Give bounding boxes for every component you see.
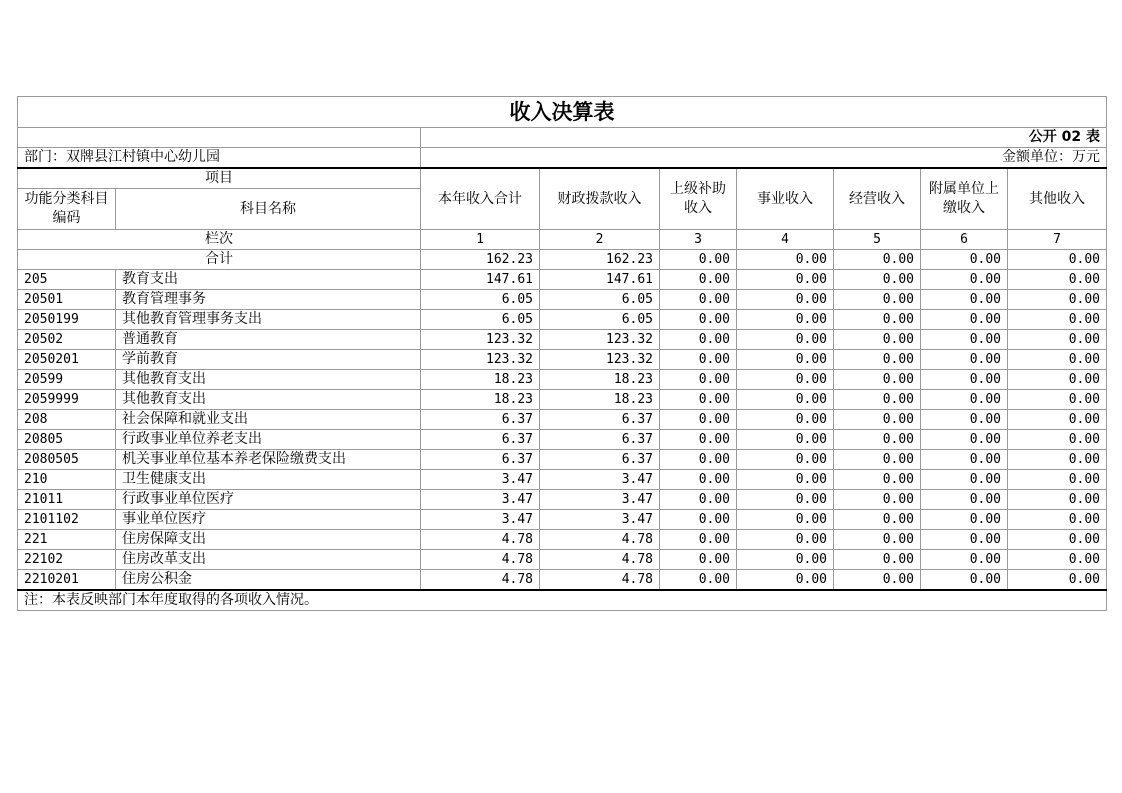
row-value: 3.47 bbox=[540, 470, 660, 490]
row-value: 147.61 bbox=[540, 270, 660, 290]
row-value: 0.00 bbox=[834, 370, 921, 390]
row-value: 0.00 bbox=[737, 330, 834, 350]
row-value: 0.00 bbox=[1008, 430, 1107, 450]
row-value: 0.00 bbox=[660, 430, 737, 450]
report-code-row bbox=[18, 128, 1107, 148]
header-item: 项目 bbox=[18, 168, 421, 189]
total-value: 0.00 bbox=[921, 250, 1008, 270]
department-label: 部门：双牌县江村镇中心幼儿园 bbox=[18, 148, 421, 169]
total-value: 162.23 bbox=[540, 250, 660, 270]
row-value: 0.00 bbox=[921, 450, 1008, 470]
column-num: 7 bbox=[1008, 230, 1107, 250]
row-code: 21011 bbox=[18, 490, 116, 510]
row-value: 0.00 bbox=[921, 290, 1008, 310]
total-value: 162.23 bbox=[421, 250, 540, 270]
row-value: 123.32 bbox=[421, 350, 540, 370]
page-title: 收入决算表 bbox=[18, 97, 1107, 128]
meta-row bbox=[18, 148, 1107, 169]
header-other: 其他收入 bbox=[1008, 168, 1107, 230]
row-code: 2210201 bbox=[18, 570, 116, 591]
row-code: 2101102 bbox=[18, 510, 116, 530]
row-value: 0.00 bbox=[737, 490, 834, 510]
row-value: 0.00 bbox=[737, 530, 834, 550]
row-subject-name: 住房改革支出 bbox=[116, 550, 421, 570]
row-subject-name: 机关事业单位基本养老保险缴费支出 bbox=[116, 450, 421, 470]
row-value: 0.00 bbox=[921, 530, 1008, 550]
row-value: 0.00 bbox=[660, 410, 737, 430]
total-value: 0.00 bbox=[1008, 250, 1107, 270]
row-subject-name: 卫生健康支出 bbox=[116, 470, 421, 490]
row-value: 0.00 bbox=[660, 450, 737, 470]
column-num: 2 bbox=[540, 230, 660, 250]
row-code: 205 bbox=[18, 270, 116, 290]
row-value: 0.00 bbox=[834, 410, 921, 430]
row-subject-name: 住房公积金 bbox=[116, 570, 421, 591]
row-value: 0.00 bbox=[834, 470, 921, 490]
row-value: 3.47 bbox=[421, 510, 540, 530]
row-value: 0.00 bbox=[737, 410, 834, 430]
row-value: 0.00 bbox=[660, 370, 737, 390]
row-value: 0.00 bbox=[737, 310, 834, 330]
row-value: 123.32 bbox=[540, 330, 660, 350]
row-subject-name: 学前教育 bbox=[116, 350, 421, 370]
row-value: 0.00 bbox=[834, 510, 921, 530]
header-fiscal: 财政拨款收入 bbox=[540, 168, 660, 230]
header-func-code: 功能分类科目编码 bbox=[18, 189, 116, 230]
row-value: 0.00 bbox=[1008, 570, 1107, 591]
row-value: 6.05 bbox=[421, 310, 540, 330]
table-row bbox=[18, 510, 1107, 530]
row-value: 0.00 bbox=[660, 270, 737, 290]
row-subject-name: 其他教育支出 bbox=[116, 390, 421, 410]
row-value: 6.37 bbox=[540, 450, 660, 470]
row-value: 0.00 bbox=[737, 390, 834, 410]
row-value: 0.00 bbox=[737, 350, 834, 370]
row-value: 0.00 bbox=[1008, 510, 1107, 530]
row-value: 0.00 bbox=[834, 270, 921, 290]
row-value: 4.78 bbox=[421, 550, 540, 570]
row-value: 0.00 bbox=[660, 390, 737, 410]
row-value: 0.00 bbox=[1008, 350, 1107, 370]
row-code: 22102 bbox=[18, 550, 116, 570]
header-superior-subsidy: 上级补助收入 bbox=[660, 168, 737, 230]
title-row bbox=[18, 97, 1107, 128]
row-value: 0.00 bbox=[660, 330, 737, 350]
table-row bbox=[18, 430, 1107, 450]
column-num: 5 bbox=[834, 230, 921, 250]
row-value: 0.00 bbox=[660, 290, 737, 310]
row-value: 0.00 bbox=[1008, 470, 1107, 490]
row-value: 0.00 bbox=[921, 570, 1008, 591]
row-value: 3.47 bbox=[421, 490, 540, 510]
row-subject-name: 行政事业单位医疗 bbox=[116, 490, 421, 510]
row-code: 2050199 bbox=[18, 310, 116, 330]
row-value: 0.00 bbox=[921, 430, 1008, 450]
table-row bbox=[18, 490, 1107, 510]
row-code: 210 bbox=[18, 470, 116, 490]
row-value: 0.00 bbox=[1008, 490, 1107, 510]
row-code: 2050201 bbox=[18, 350, 116, 370]
row-subject-name: 其他教育支出 bbox=[116, 370, 421, 390]
row-value: 6.05 bbox=[540, 290, 660, 310]
row-value: 4.78 bbox=[540, 550, 660, 570]
row-value: 3.47 bbox=[540, 510, 660, 530]
row-code: 20805 bbox=[18, 430, 116, 450]
row-value: 0.00 bbox=[834, 430, 921, 450]
unit-label: 金额单位：万元 bbox=[421, 148, 1107, 169]
table-row bbox=[18, 330, 1107, 350]
row-value: 6.05 bbox=[421, 290, 540, 310]
row-value: 0.00 bbox=[921, 310, 1008, 330]
row-value: 6.37 bbox=[540, 430, 660, 450]
column-row-label: 栏次 bbox=[18, 230, 421, 250]
row-value: 6.37 bbox=[421, 450, 540, 470]
table-row bbox=[18, 290, 1107, 310]
header-operating: 经营收入 bbox=[834, 168, 921, 230]
row-value: 0.00 bbox=[1008, 390, 1107, 410]
row-value: 0.00 bbox=[1008, 290, 1107, 310]
row-value: 123.32 bbox=[421, 330, 540, 350]
row-subject-name: 事业单位医疗 bbox=[116, 510, 421, 530]
row-value: 0.00 bbox=[660, 570, 737, 591]
row-code: 20599 bbox=[18, 370, 116, 390]
row-value: 0.00 bbox=[660, 350, 737, 370]
table-row bbox=[18, 450, 1107, 470]
row-value: 0.00 bbox=[921, 270, 1008, 290]
table-row bbox=[18, 410, 1107, 430]
row-value: 0.00 bbox=[921, 370, 1008, 390]
row-value: 0.00 bbox=[737, 430, 834, 450]
row-subject-name: 社会保障和就业支出 bbox=[116, 410, 421, 430]
row-value: 0.00 bbox=[1008, 310, 1107, 330]
row-value: 6.37 bbox=[540, 410, 660, 430]
total-value: 0.00 bbox=[737, 250, 834, 270]
row-code: 2059999 bbox=[18, 390, 116, 410]
row-value: 0.00 bbox=[660, 550, 737, 570]
row-subject-name: 普通教育 bbox=[116, 330, 421, 350]
row-value: 0.00 bbox=[834, 530, 921, 550]
column-number-row bbox=[18, 230, 1107, 250]
row-value: 0.00 bbox=[834, 390, 921, 410]
row-value: 0.00 bbox=[1008, 450, 1107, 470]
column-num: 6 bbox=[921, 230, 1008, 250]
row-code: 2080505 bbox=[18, 450, 116, 470]
column-num: 4 bbox=[737, 230, 834, 250]
total-value: 0.00 bbox=[834, 250, 921, 270]
row-value: 0.00 bbox=[834, 350, 921, 370]
row-value: 0.00 bbox=[834, 490, 921, 510]
row-value: 18.23 bbox=[540, 370, 660, 390]
footnote: 注：本表反映部门本年度取得的各项收入情况。 bbox=[18, 590, 1107, 611]
total-value: 0.00 bbox=[660, 250, 737, 270]
column-num: 1 bbox=[421, 230, 540, 250]
table-row bbox=[18, 550, 1107, 570]
row-value: 0.00 bbox=[737, 470, 834, 490]
row-value: 0.00 bbox=[660, 310, 737, 330]
row-value: 0.00 bbox=[834, 330, 921, 350]
report-code: 公开 02 表 bbox=[421, 128, 1107, 148]
row-subject-name: 行政事业单位养老支出 bbox=[116, 430, 421, 450]
row-subject-name: 住房保障支出 bbox=[116, 530, 421, 550]
row-value: 6.37 bbox=[421, 410, 540, 430]
row-value: 0.00 bbox=[737, 570, 834, 591]
row-value: 4.78 bbox=[421, 570, 540, 591]
table-row bbox=[18, 270, 1107, 290]
row-value: 0.00 bbox=[834, 570, 921, 591]
row-value: 0.00 bbox=[834, 290, 921, 310]
note-row bbox=[18, 590, 1107, 611]
table-row bbox=[18, 530, 1107, 550]
row-value: 0.00 bbox=[921, 350, 1008, 370]
row-value: 0.00 bbox=[1008, 550, 1107, 570]
row-value: 0.00 bbox=[834, 310, 921, 330]
table-row bbox=[18, 310, 1107, 330]
table-row bbox=[18, 470, 1107, 490]
row-value: 0.00 bbox=[737, 290, 834, 310]
header-subject-name: 科目名称 bbox=[116, 189, 421, 230]
row-code: 20501 bbox=[18, 290, 116, 310]
row-value: 6.05 bbox=[540, 310, 660, 330]
row-value: 0.00 bbox=[660, 490, 737, 510]
row-value: 0.00 bbox=[1008, 530, 1107, 550]
table-row bbox=[18, 570, 1107, 591]
row-value: 0.00 bbox=[921, 510, 1008, 530]
row-value: 0.00 bbox=[1008, 370, 1107, 390]
row-value: 0.00 bbox=[1008, 270, 1107, 290]
row-value: 0.00 bbox=[834, 550, 921, 570]
row-subject-name: 教育管理事务 bbox=[116, 290, 421, 310]
row-value: 4.78 bbox=[540, 530, 660, 550]
row-value: 4.78 bbox=[421, 530, 540, 550]
row-value: 6.37 bbox=[421, 430, 540, 450]
row-subject-name: 教育支出 bbox=[116, 270, 421, 290]
row-value: 18.23 bbox=[540, 390, 660, 410]
row-value: 3.47 bbox=[421, 470, 540, 490]
header-total-income: 本年收入合计 bbox=[421, 168, 540, 230]
row-value: 3.47 bbox=[540, 490, 660, 510]
row-value: 123.32 bbox=[540, 350, 660, 370]
table-row bbox=[18, 350, 1107, 370]
row-value: 0.00 bbox=[737, 370, 834, 390]
row-code: 208 bbox=[18, 410, 116, 430]
row-value: 0.00 bbox=[1008, 330, 1107, 350]
total-label: 合计 bbox=[18, 250, 421, 270]
row-value: 0.00 bbox=[921, 390, 1008, 410]
row-value: 0.00 bbox=[921, 470, 1008, 490]
row-value: 0.00 bbox=[737, 510, 834, 530]
row-value: 0.00 bbox=[660, 530, 737, 550]
row-value: 147.61 bbox=[421, 270, 540, 290]
header-row-1 bbox=[18, 168, 1107, 189]
header-business: 事业收入 bbox=[737, 168, 834, 230]
row-value: 0.00 bbox=[1008, 410, 1107, 430]
row-value: 0.00 bbox=[921, 550, 1008, 570]
row-value: 0.00 bbox=[834, 450, 921, 470]
total-row bbox=[18, 250, 1107, 270]
row-value: 0.00 bbox=[921, 490, 1008, 510]
table-row bbox=[18, 390, 1107, 410]
row-value: 4.78 bbox=[540, 570, 660, 591]
row-value: 0.00 bbox=[921, 330, 1008, 350]
row-subject-name: 其他教育管理事务支出 bbox=[116, 310, 421, 330]
header-affiliated: 附属单位上缴收入 bbox=[921, 168, 1008, 230]
row-value: 0.00 bbox=[660, 510, 737, 530]
row-value: 0.00 bbox=[737, 270, 834, 290]
row-value: 18.23 bbox=[421, 370, 540, 390]
income-statement-table bbox=[17, 96, 1107, 611]
column-num: 3 bbox=[660, 230, 737, 250]
row-code: 221 bbox=[18, 530, 116, 550]
row-value: 0.00 bbox=[921, 410, 1008, 430]
table-row bbox=[18, 370, 1107, 390]
row-value: 0.00 bbox=[737, 550, 834, 570]
row-code: 20502 bbox=[18, 330, 116, 350]
row-value: 0.00 bbox=[737, 450, 834, 470]
row-value: 18.23 bbox=[421, 390, 540, 410]
row-value: 0.00 bbox=[660, 470, 737, 490]
